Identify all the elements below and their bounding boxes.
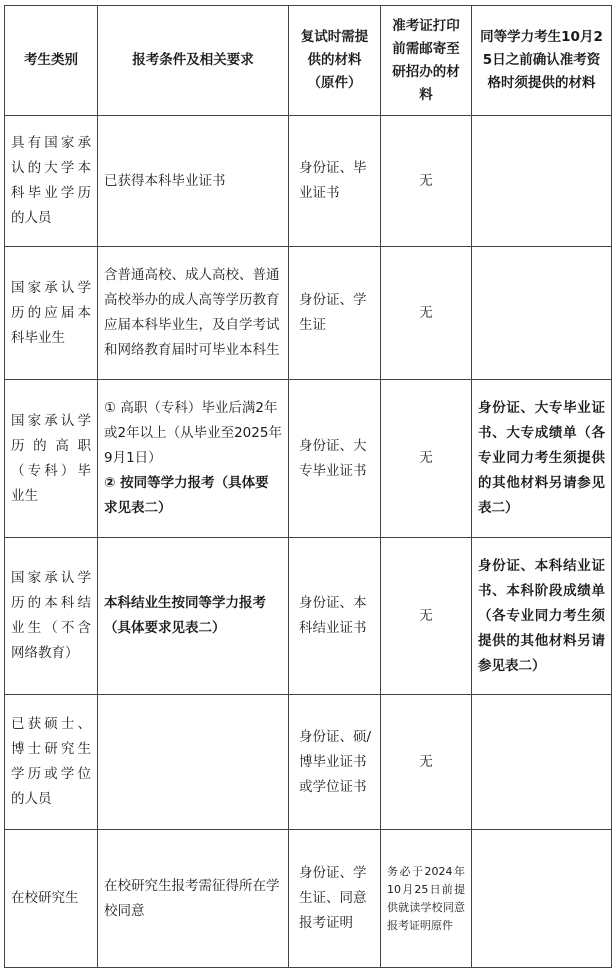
condition-text: ① 高职（专科）毕业后满2年或2年以上（从毕业至2025年9月1日） [104, 400, 282, 466]
header-retest-materials: 复试时需提供的材料（原件） [289, 6, 381, 116]
category-cell: 国家承认学历的高职（专科）毕业生 [5, 380, 98, 538]
equiv-materials-cell [472, 695, 612, 830]
table-row [5, 830, 612, 968]
category-cell: 国家承认学历的应届本科毕业生 [5, 247, 98, 380]
table-row [5, 116, 612, 247]
conditions-cell [98, 116, 289, 247]
category-cell: 国家承认学历的本科结业生（不含网络教育） [5, 538, 98, 695]
retest-materials-cell: 身份证、大专毕业证书 [289, 380, 381, 538]
conditions-cell [98, 247, 289, 380]
header-category: 考生类别 [5, 6, 98, 116]
mail-materials-cell: 无 [381, 247, 472, 380]
header-equiv-materials: 同等学力考生10月25日之前确认准考资格时须提供的材料 [472, 6, 612, 116]
mail-materials-cell: 无 [381, 695, 472, 830]
admission-requirements-table [4, 5, 612, 968]
mail-materials-cell: 无 [381, 380, 472, 538]
retest-materials-cell: 身份证、毕业证书 [289, 116, 381, 247]
table-row [5, 380, 612, 538]
category-cell: 在校研究生 [5, 830, 98, 968]
header-conditions: 报考条件及相关要求 [98, 6, 289, 116]
category-cell: 已获硕士、博士研究生学历或学位的人员 [5, 695, 98, 830]
condition-text: 已获得本科毕业证书 [104, 172, 226, 189]
condition-text: 含普通高校、成人高校、普通高校举办的成人高等学历教育应届本科毕业生，及自学考试和网络教育届时可毕业本科生 [104, 267, 280, 358]
conditions-cell [98, 830, 289, 968]
equiv-materials-cell: 身份证、本科结业证书、本科阶段成绩单（各专业同力考生须提供的其他材料另请参见表二） [472, 538, 612, 695]
table-header-row [5, 6, 612, 116]
mail-materials-cell: 无 [381, 538, 472, 695]
retest-materials-cell: 身份证、本科结业证书 [289, 538, 381, 695]
mail-materials-cell: 无 [381, 116, 472, 247]
retest-materials-cell: 身份证、学生证、同意报考证明 [289, 830, 381, 968]
table-row [5, 247, 612, 380]
retest-materials-cell: 身份证、硕/博毕业证书或学位证书 [289, 695, 381, 830]
condition-text-equivalent: ② 按同等学力报考（具体要求见表二） [104, 475, 269, 516]
category-cell: 具有国家承认的大学本科毕业学历的人员 [5, 116, 98, 247]
equiv-materials-cell [472, 830, 612, 968]
conditions-cell [98, 380, 289, 538]
equiv-materials-cell: 身份证、大专毕业证书、大专成绩单（各专业同力考生须提供的其他材料另请参见表二） [472, 380, 612, 538]
conditions-cell [98, 538, 289, 695]
condition-text: 在校研究生报考需征得所在学校同意 [104, 877, 280, 919]
header-mail-materials: 准考证打印前需邮寄至研招办的材料 [381, 6, 472, 116]
equiv-materials-cell [472, 247, 612, 380]
condition-text: 本科结业生按同等学力报考（具体要求见表二） [104, 595, 266, 636]
mail-materials-cell: 务必于2024年10月25日前提供就读学校同意报考证明原件 [381, 830, 472, 968]
equiv-materials-cell [472, 116, 612, 247]
conditions-cell [98, 695, 289, 830]
table-row [5, 695, 612, 830]
table-row [5, 538, 612, 695]
retest-materials-cell: 身份证、学生证 [289, 247, 381, 380]
